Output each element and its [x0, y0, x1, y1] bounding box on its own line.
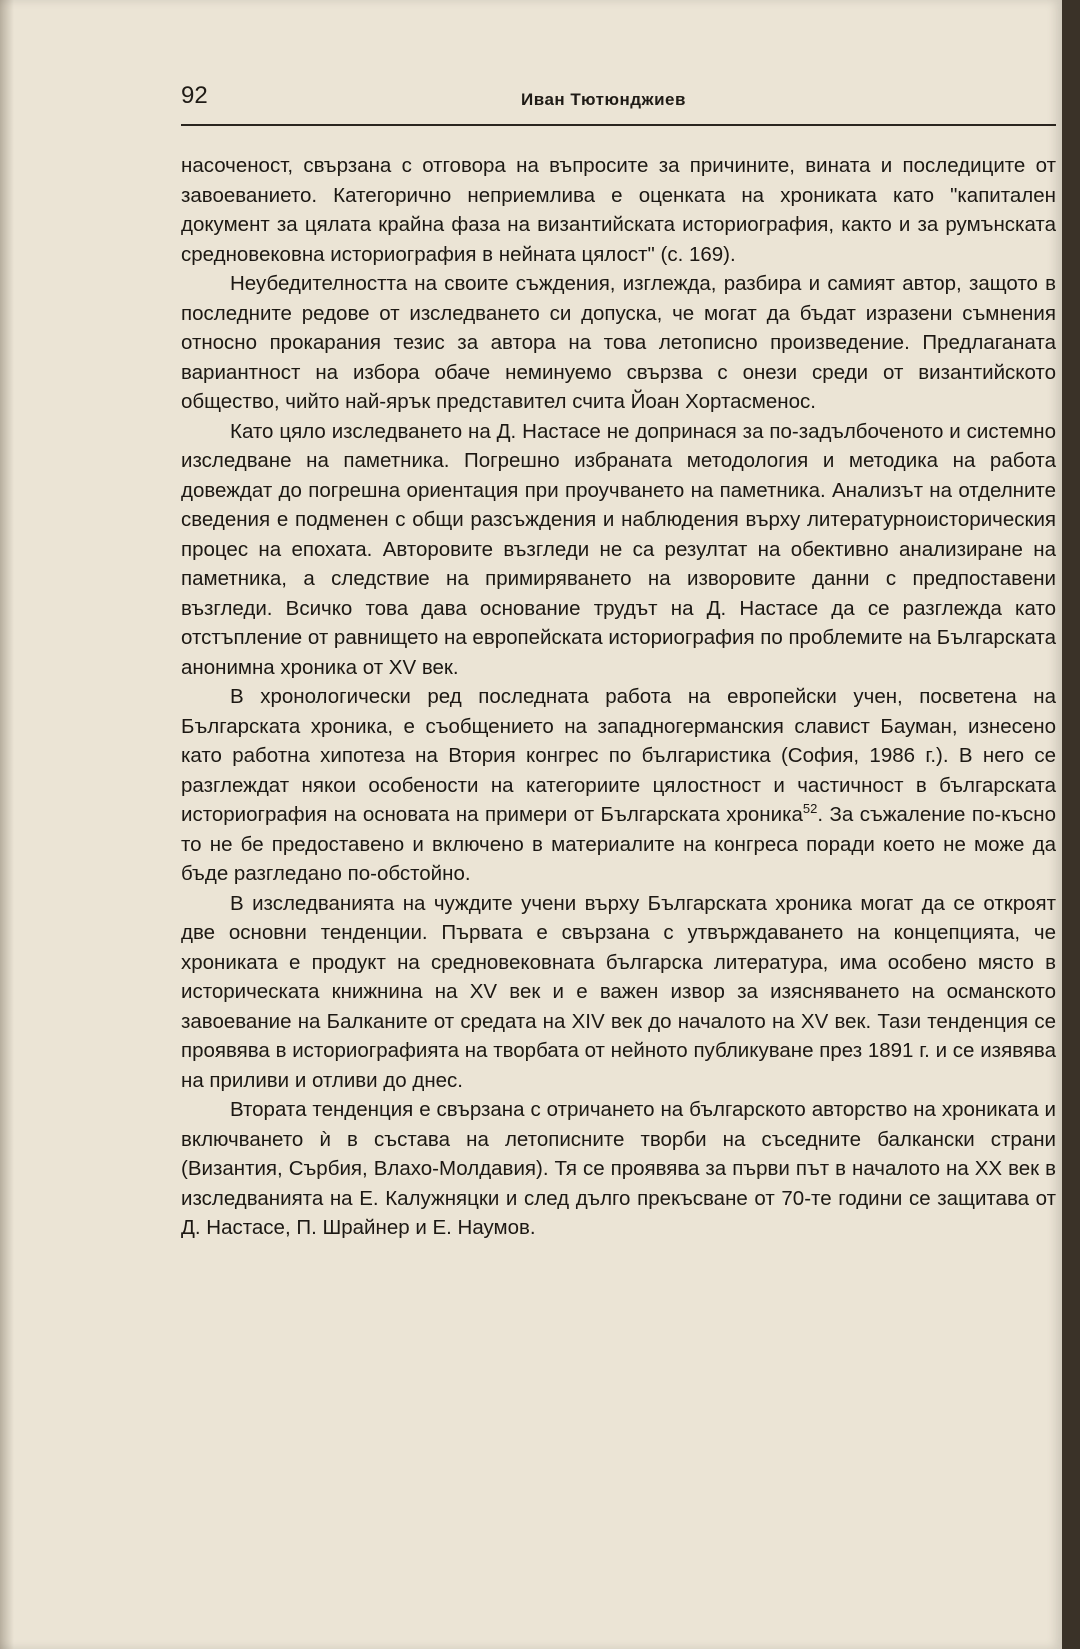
paragraph: насоченост, свързана с отговора на въпросите за причините, вината и последиците от завоеванието. Категорично неприемлива е оценката на хрониката като "капитален документ за цялата крайна фаза на византийската историография, както и за румънската средновековна историография в нейната цялост" (с. 169).: [181, 154, 1056, 266]
spine-shadow: [0, 0, 14, 1649]
page-number: 92: [181, 82, 208, 109]
paragraph: Неубедителността на своите съждения, изглежда, разбира и самият автор, защото в последните редове от изследването си допуска, че могат да бъдат изразени съмнения относно прокарания тезис за автора на това летописно произведение. Предлаганата вариантност на избора обаче неминуемо свързва с онези среди от византийското общество, чийто най-ярък представител счита Йоан Хортасменос.: [181, 272, 1056, 413]
page-header: [181, 82, 1056, 122]
paragraph-text: . За съжаление по-късно то не бе предоставено и включено в материалите на конгреса поради което не може да бъде разгледано по-обстойно.: [181, 803, 1056, 885]
running-head: Иван Тютюнджиев: [521, 90, 686, 109]
header-rule: [181, 124, 1056, 126]
paragraph: Като цяло изследването на Д. Настасе не допринася за по-задълбоченото и системно изследване на паметника. Погрешно избраната методология и методика на работа довеждат до погрешна ориентация при проучването на паметника. Анализът на отделните сведения е подменен с общи разсъждения и наблюдения върху литературноисторическия процес на епохата. Авторовите възгледи не са резултат на обективно анализиране на паметника, а следствие на примиряването на изворовите данни с предпоставени възгледи. Всичко това дава основание трудът на Д. Настасе да се разглежда като отстъпление от равнището на европейската историография по проблемите на Българската анонимна хроника от XV век.: [181, 419, 1056, 679]
paragraph: В изследванията на чуждите учени върху Българската хроника могат да се откроят две основни тенденции. Първата е свързана с утвърждаването на концепцията, че хрониката е продукт на средновековната българска литература, има особено място в историческата книжнина на XV век и е важен извор за изясняването на османското завоевание на Балканите от средата на XIV век до началото на XV век. Тази тенденция се проявява в историографията на творбата от нейното публикуване през 1891 г. и се изявява на приливи и отливи до днес.: [181, 891, 1056, 1092]
footnote-reference: 52: [802, 801, 818, 817]
paragraph-text: В хронологически ред последната работа на европейски учен, посветена на Българската хроника, е съобщението на западногерманския славист Бауман, изнесено като работна хипотеза на Втория конгрес по българистика (София, 1986 г.). В него се разглеждат някои особености на категориите цялостност и частичност в българската историография на основата на примери от Българската хроника: [181, 685, 1056, 826]
paragraph: Втората тенденция е свързана с отричането на българското авторство на хрониката и включването ѝ в състава на летописните творби на съседните балкански страни (Византия, Сърбия, Влахо-Молдавия). Тя се проявява за първи път в началото на XX век в изследванията на Е. Калужняцки и след дълго прекъсване от 70-те години се защитава от Д. Настасе, П. Шрайнер и Е. Наумов.: [181, 1098, 1056, 1239]
paragraph: [181, 682, 1056, 889]
body-text: [181, 151, 1056, 1243]
